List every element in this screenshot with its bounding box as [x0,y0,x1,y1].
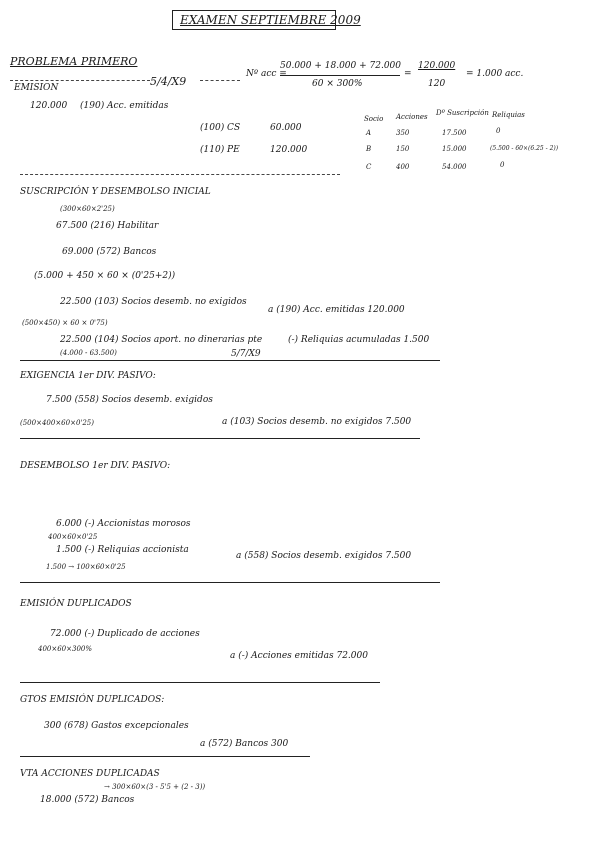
entry-line-2-amt: 120.000 [270,145,308,155]
emision-end-rule [20,682,380,683]
date-rule-2 [200,80,240,81]
table-row: 54.000 [442,163,467,171]
venta-note-1: → 300×60×(3 - 5'5 + (2 - 3)) [104,783,206,791]
formula-numerator: 50.000 + 18.000 + 72.000 [280,61,401,71]
subscription-line-3: 22.500 (103) Socios desemb. no exigidos [60,297,247,307]
table-row: 150 [396,145,410,153]
desembolso-line-2: 1.500 (-) Reliquias accionista [56,545,189,555]
entry-line-1-amt: 60.000 [270,123,302,133]
problem-date: 5/4/X9 [150,75,187,88]
table-row: 350 [396,129,410,137]
formula-lhs: Nº acc = [246,69,287,79]
entry-line-1-acc: (100) CS [200,123,241,133]
gastos-line-1: 300 (678) Gastos excepcionales [44,721,189,731]
section-desembolso-title: DESEMBOLSO 1er DIV. PASIVO: [20,461,171,471]
entry-end-rule [20,174,340,175]
exigencia-end-rule [20,438,420,439]
venta-line-1: 18.000 (572) Bancos [40,795,135,805]
table-row: B [366,145,372,153]
formula-denominator-2: 120 [428,79,446,89]
table-row: A [366,129,372,137]
exigencia-credit: a (103) Socios desemb. no exigidos 7.500 [222,417,412,427]
exigencia-line-1: 7.500 (558) Socios desemb. exigidos [46,395,213,405]
formula-eq: = [404,69,412,79]
subscription-note-3: (500×450) × 60 × 0'75) [22,319,108,327]
entry-line-2-acc: (110) PE [200,145,240,155]
subscription-note-1: (300×60×2'25) [60,205,115,213]
entry-amount: 120.000 [30,101,68,111]
section-subscription-title: SUSCRIPCIÓN Y DESEMBOLSO INICIAL [20,187,211,197]
table-row: C [366,163,372,171]
desembolso-note-1: 400×60×0'25 [48,533,98,541]
subscription-end-rule [20,360,440,361]
emision-credit: a (-) Acciones emitidas 72.000 [230,651,368,661]
table-row: 15.000 [442,145,467,153]
table-row: (5.500 - 60×(6.25 - 2)) [490,145,559,152]
problem-sub: EMISION [14,83,59,93]
subscription-line-4-credit: (-) Reliquias acumuladas 1.500 [288,335,430,345]
formula-result: = 1.000 acc. [466,69,524,79]
fraction-bar [280,75,400,76]
table-row: 400 [396,163,410,171]
subscription-line-4: 22.500 (104) Socios aport. no dinerarias pte [60,335,263,345]
page-title: EXAMEN SEPTIEMBRE 2009 [180,13,361,27]
emision-note-1: 400×60×300% [38,645,93,653]
problem-heading: PROBLEMA PRIMERO [10,55,138,68]
gastos-credit: a (572) Bancos 300 [200,739,289,749]
exigencia-note-1: (500×400×60×0'25) [20,419,94,427]
section-venta-title: VTA ACCIONES DUPLICADAS [20,769,160,779]
date-rule [10,80,150,81]
subscription-date: 5/7/X9 [228,350,264,359]
table-row: 0 [500,161,505,169]
table-header-socio: Socio [364,115,384,123]
subscription-line-2: 69.000 (572) Bancos [62,247,157,257]
desembolso-end-rule [20,582,440,583]
desembolso-note-2: 1.500 → 100×60×0'25 [46,563,126,571]
subscription-note-2: (5.000 + 450 × 60 × (0'25+2)) [34,271,176,281]
desembolso-line-1: 6.000 (-) Accionistas morosos [56,519,191,529]
entry-account: (190) Acc. emitidas [80,101,169,111]
formula-numerator-2: 120.000 [418,61,456,71]
gastos-end-rule [20,756,310,757]
section-gastos-title: GTOS EMISIÓN DUPLICADOS: [20,695,165,705]
subscription-line-3-credit: a (190) Acc. emitidas 120.000 [268,305,405,315]
table-header-acciones: Acciones [396,113,428,121]
subscription-line-1: 67.500 (216) Habilitar [56,221,159,231]
formula-denominator: 60 × 300% [312,79,363,89]
desembolso-credit: a (558) Socios desemb. exigidos 7.500 [236,551,412,561]
subscription-note-4: (4.000 - 63.500) [60,349,117,357]
table-row: 0 [496,127,501,135]
emision-line-1: 72.000 (-) Duplicado de acciones [50,629,200,639]
table-header-reliquias: Reliquias [492,111,525,119]
table-header-derechos: Dº Suscripción [436,109,489,117]
section-emision-title: EMISIÓN DUPLICADOS [20,599,132,609]
table-row: 17.500 [442,129,467,137]
section-exigencia-title: EXIGENCIA 1er DIV. PASIVO: [20,371,156,381]
